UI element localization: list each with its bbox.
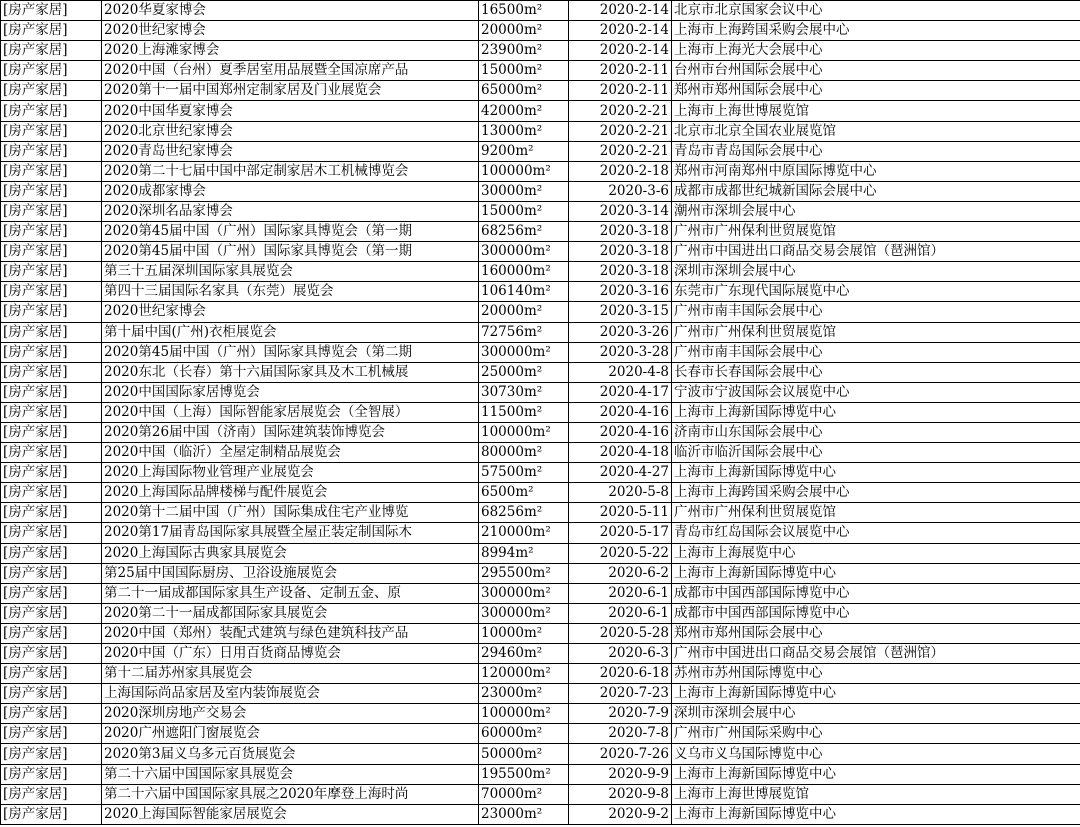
date-cell: 2020-2-14 (569, 41, 672, 61)
table-row (1, 603, 1080, 623)
table-row (1, 382, 1080, 402)
category-cell: [房产家居] (1, 242, 102, 262)
exhibition-name-cell: 2020深圳房地产交易会 (102, 704, 479, 724)
table-row (1, 443, 1080, 463)
exhibition-name-cell: 2020成都家博会 (102, 181, 479, 201)
category-cell: [房产家居] (1, 222, 102, 242)
date-cell: 2020-2-18 (569, 161, 672, 181)
exhibition-table-body (1, 1, 1080, 825)
table-row (1, 101, 1080, 121)
area-cell: 300000m² (479, 242, 569, 262)
exhibition-name-cell: 2020第3届义乌多元百货展览会 (102, 744, 479, 764)
exhibition-name-cell: 第三十五届深圳国际家具展览会 (102, 262, 479, 282)
table-row (1, 362, 1080, 382)
category-cell: [房产家居] (1, 684, 102, 704)
category-cell: [房产家居] (1, 161, 102, 181)
table-row (1, 242, 1080, 262)
date-cell: 2020-7-8 (569, 724, 672, 744)
table-row (1, 61, 1080, 81)
date-cell: 2020-9-9 (569, 764, 672, 784)
table-row (1, 503, 1080, 523)
exhibition-name-cell: 2020第26届中国（济南）国际建筑装饰博览会 (102, 422, 479, 442)
category-cell: [房产家居] (1, 523, 102, 543)
date-cell: 2020-2-11 (569, 81, 672, 101)
area-cell: 300000m² (479, 603, 569, 623)
date-cell: 2020-6-1 (569, 603, 672, 623)
date-cell: 2020-5-8 (569, 483, 672, 503)
exhibition-name-cell: 2020世纪家博会 (102, 302, 479, 322)
date-cell: 2020-3-18 (569, 262, 672, 282)
area-cell: 23000m² (479, 684, 569, 704)
venue-cell: 潮州市深圳会展中心 (672, 201, 1080, 221)
table-row (1, 583, 1080, 603)
table-row (1, 704, 1080, 724)
category-cell: [房产家居] (1, 362, 102, 382)
table-row (1, 141, 1080, 161)
venue-cell: 上海市上海世博展览馆 (672, 784, 1080, 804)
venue-cell: 广州市南丰国际会展中心 (672, 302, 1080, 322)
table-row (1, 724, 1080, 744)
category-cell: [房产家居] (1, 543, 102, 563)
area-cell: 70000m² (479, 784, 569, 804)
area-cell: 10000m² (479, 623, 569, 643)
area-cell: 160000m² (479, 262, 569, 282)
date-cell: 2020-2-21 (569, 101, 672, 121)
exhibition-name-cell: 2020中国（广东）日用百货商品博览会 (102, 644, 479, 664)
date-cell: 2020-6-3 (569, 644, 672, 664)
table-row (1, 744, 1080, 764)
table-row (1, 21, 1080, 41)
venue-cell: 成都市成都世纪城新国际会展中心 (672, 181, 1080, 201)
area-cell: 20000m² (479, 302, 569, 322)
area-cell: 15000m² (479, 201, 569, 221)
area-cell: 50000m² (479, 744, 569, 764)
venue-cell: 长春市长春国际会展中心 (672, 362, 1080, 382)
area-cell: 30730m² (479, 382, 569, 402)
venue-cell: 郑州市河南郑州中原国际博览中心 (672, 161, 1080, 181)
category-cell: [房产家居] (1, 704, 102, 724)
venue-cell: 北京市北京全国农业展览馆 (672, 121, 1080, 141)
category-cell: [房产家居] (1, 443, 102, 463)
date-cell: 2020-5-28 (569, 623, 672, 643)
area-cell: 6500m² (479, 483, 569, 503)
area-cell: 100000m² (479, 704, 569, 724)
category-cell: [房产家居] (1, 322, 102, 342)
category-cell: [房产家居] (1, 422, 102, 442)
venue-cell: 广州市广州保利世贸展览馆 (672, 222, 1080, 242)
category-cell: [房产家居] (1, 483, 102, 503)
date-cell: 2020-3-16 (569, 282, 672, 302)
category-cell: [房产家居] (1, 563, 102, 583)
area-cell: 210000m² (479, 523, 569, 543)
date-cell: 2020-3-28 (569, 342, 672, 362)
table-row (1, 422, 1080, 442)
table-row (1, 764, 1080, 784)
venue-cell: 广州市南丰国际会展中心 (672, 342, 1080, 362)
area-cell: 8994m² (479, 543, 569, 563)
date-cell: 2020-4-8 (569, 362, 672, 382)
category-cell: [房产家居] (1, 784, 102, 804)
category-cell: [房产家居] (1, 41, 102, 61)
date-cell: 2020-4-16 (569, 422, 672, 442)
venue-cell: 苏州市苏州国际博览中心 (672, 664, 1080, 684)
date-cell: 2020-7-9 (569, 704, 672, 724)
venue-cell: 上海市上海光大会展中心 (672, 41, 1080, 61)
table-row (1, 684, 1080, 704)
venue-cell: 东莞市广东现代国际展览中心 (672, 282, 1080, 302)
category-cell: [房产家居] (1, 342, 102, 362)
date-cell: 2020-4-27 (569, 463, 672, 483)
area-cell: 195500m² (479, 764, 569, 784)
area-cell: 100000m² (479, 422, 569, 442)
date-cell: 2020-6-1 (569, 583, 672, 603)
exhibition-name-cell: 2020第十二届中国（广州）国际集成住宅产业博览 (102, 503, 479, 523)
exhibition-name-cell: 2020第45届中国（广州）国际家具博览会（第二期 (102, 342, 479, 362)
exhibition-name-cell: 2020上海国际智能家居展览会 (102, 804, 479, 824)
exhibition-name-cell: 2020中国国际家居博览会 (102, 382, 479, 402)
area-cell: 16500m² (479, 1, 569, 21)
exhibition-name-cell: 2020第45届中国（广州）国际家具博览会（第一期 (102, 222, 479, 242)
venue-cell: 广州市中国进出口商品交易会展馆（琶洲馆） (672, 242, 1080, 262)
category-cell: [房产家居] (1, 81, 102, 101)
exhibition-name-cell: 2020东北（长春）第十六届国际家具及木工机械展 (102, 362, 479, 382)
area-cell: 25000m² (479, 362, 569, 382)
venue-cell: 广州市中国进出口商品交易会展馆（琶洲馆） (672, 644, 1080, 664)
exhibition-name-cell: 上海国际尚品家居及室内装饰展览会 (102, 684, 479, 704)
area-cell: 106140m² (479, 282, 569, 302)
exhibition-name-cell: 2020中国华夏家博会 (102, 101, 479, 121)
category-cell: [房产家居] (1, 121, 102, 141)
area-cell: 13000m² (479, 121, 569, 141)
date-cell: 2020-2-14 (569, 1, 672, 21)
category-cell: [房产家居] (1, 1, 102, 21)
table-row (1, 664, 1080, 684)
area-cell: 295500m² (479, 563, 569, 583)
venue-cell: 广州市广州保利世贸展览馆 (672, 503, 1080, 523)
table-row (1, 262, 1080, 282)
table-row (1, 543, 1080, 563)
table-row (1, 784, 1080, 804)
area-cell: 68256m² (479, 503, 569, 523)
venue-cell: 上海市上海新国际博览中心 (672, 804, 1080, 824)
exhibition-name-cell: 2020第45届中国（广州）国际家具博览会（第一期 (102, 242, 479, 262)
venue-cell: 临沂市临沂国际会展中心 (672, 443, 1080, 463)
table-row (1, 804, 1080, 824)
date-cell: 2020-7-23 (569, 684, 672, 704)
exhibition-name-cell: 2020深圳名品家博会 (102, 201, 479, 221)
area-cell: 42000m² (479, 101, 569, 121)
exhibition-name-cell: 第二十六届中国国际家具展之2020年摩登上海时尚 (102, 784, 479, 804)
exhibition-name-cell: 2020上海国际品牌楼梯与配件展览会 (102, 483, 479, 503)
exhibition-name-cell: 第二十六届中国国际家具展览会 (102, 764, 479, 784)
date-cell: 2020-4-17 (569, 382, 672, 402)
category-cell: [房产家居] (1, 282, 102, 302)
table-row (1, 41, 1080, 61)
category-cell: [房产家居] (1, 583, 102, 603)
table-row (1, 161, 1080, 181)
category-cell: [房产家居] (1, 181, 102, 201)
exhibition-name-cell: 2020世纪家博会 (102, 21, 479, 41)
exhibition-name-cell: 2020上海滩家博会 (102, 41, 479, 61)
date-cell: 2020-6-18 (569, 664, 672, 684)
exhibition-name-cell: 第二十一届成都国际家具生产设备、定制五金、原 (102, 583, 479, 603)
category-cell: [房产家居] (1, 503, 102, 523)
venue-cell: 宁波市宁波国际会议展览中心 (672, 382, 1080, 402)
exhibition-name-cell: 2020中国（上海）国际智能家居展览会（全智展） (102, 402, 479, 422)
exhibition-name-cell: 2020青岛世纪家博会 (102, 141, 479, 161)
venue-cell: 广州市广州国际采购中心 (672, 724, 1080, 744)
exhibition-name-cell: 第十届中国(广州)衣柜展览会 (102, 322, 479, 342)
table-row (1, 282, 1080, 302)
venue-cell: 郑州市郑州国际会展中心 (672, 623, 1080, 643)
exhibition-name-cell: 2020北京世纪家博会 (102, 121, 479, 141)
table-row (1, 322, 1080, 342)
venue-cell: 广州市广州保利世贸展览馆 (672, 322, 1080, 342)
date-cell: 2020-7-26 (569, 744, 672, 764)
venue-cell: 上海市上海展览中心 (672, 543, 1080, 563)
exhibition-name-cell: 2020华夏家博会 (102, 1, 479, 21)
category-cell: [房产家居] (1, 664, 102, 684)
date-cell: 2020-2-21 (569, 121, 672, 141)
category-cell: [房产家居] (1, 61, 102, 81)
category-cell: [房产家居] (1, 382, 102, 402)
exhibition-name-cell: 2020中国（郑州）装配式建筑与绿色建筑科技产品 (102, 623, 479, 643)
table-row (1, 302, 1080, 322)
venue-cell: 济南市山东国际会展中心 (672, 422, 1080, 442)
date-cell: 2020-3-18 (569, 242, 672, 262)
area-cell: 60000m² (479, 724, 569, 744)
exhibition-name-cell: 第十二届苏州家具展览会 (102, 664, 479, 684)
category-cell: [房产家居] (1, 141, 102, 161)
venue-cell: 成都市中国西部国际博览中心 (672, 603, 1080, 623)
venue-cell: 北京市北京国家会议中心 (672, 1, 1080, 21)
table-row (1, 201, 1080, 221)
venue-cell: 青岛市青岛国际会展中心 (672, 141, 1080, 161)
area-cell: 30000m² (479, 181, 569, 201)
exhibition-name-cell: 2020广州遮阳门窗展览会 (102, 724, 479, 744)
area-cell: 29460m² (479, 644, 569, 664)
category-cell: [房产家居] (1, 804, 102, 824)
category-cell: [房产家居] (1, 623, 102, 643)
exhibition-name-cell: 2020第十一届中国郑州定制家居及门业展览会 (102, 81, 479, 101)
venue-cell: 成都市中国西部国际博览中心 (672, 583, 1080, 603)
exhibition-name-cell: 2020第二十七届中国中部定制家居木工机械博览会 (102, 161, 479, 181)
venue-cell: 上海市上海跨国采购会展中心 (672, 21, 1080, 41)
area-cell: 120000m² (479, 664, 569, 684)
venue-cell: 郑州市郑州国际会展中心 (672, 81, 1080, 101)
area-cell: 65000m² (479, 81, 569, 101)
exhibition-name-cell: 第25届中国国际厨房、卫浴设施展览会 (102, 563, 479, 583)
date-cell: 2020-3-18 (569, 222, 672, 242)
table-row (1, 563, 1080, 583)
category-cell: [房产家居] (1, 302, 102, 322)
category-cell: [房产家居] (1, 21, 102, 41)
area-cell: 300000m² (479, 583, 569, 603)
area-cell: 11500m² (479, 402, 569, 422)
venue-cell: 台州市台州国际会展中心 (672, 61, 1080, 81)
area-cell: 72756m² (479, 322, 569, 342)
exhibition-name-cell: 2020中国（台州）夏季居室用品展暨全国凉席产品 (102, 61, 479, 81)
category-cell: [房产家居] (1, 402, 102, 422)
exhibition-name-cell: 第四十三届国际名家具（东莞）展览会 (102, 282, 479, 302)
category-cell: [房产家居] (1, 101, 102, 121)
date-cell: 2020-3-6 (569, 181, 672, 201)
date-cell: 2020-3-15 (569, 302, 672, 322)
date-cell: 2020-9-8 (569, 784, 672, 804)
venue-cell: 青岛市红岛国际会议展览中心 (672, 523, 1080, 543)
area-cell: 9200m² (479, 141, 569, 161)
venue-cell: 深圳市深圳会展中心 (672, 704, 1080, 724)
table-row (1, 463, 1080, 483)
exhibition-name-cell: 2020上海国际古典家具展览会 (102, 543, 479, 563)
area-cell: 300000m² (479, 342, 569, 362)
venue-cell: 上海市上海世博展览馆 (672, 101, 1080, 121)
table-row (1, 342, 1080, 362)
category-cell: [房产家居] (1, 603, 102, 623)
venue-cell: 义乌市义乌国际博览中心 (672, 744, 1080, 764)
date-cell: 2020-6-2 (569, 563, 672, 583)
date-cell: 2020-4-16 (569, 402, 672, 422)
date-cell: 2020-3-26 (569, 322, 672, 342)
date-cell: 2020-5-17 (569, 523, 672, 543)
date-cell: 2020-5-11 (569, 503, 672, 523)
area-cell: 100000m² (479, 161, 569, 181)
category-cell: [房产家居] (1, 744, 102, 764)
category-cell: [房产家居] (1, 463, 102, 483)
exhibition-name-cell: 2020上海国际物业管理产业展览会 (102, 463, 479, 483)
venue-cell: 上海市上海新国际博览中心 (672, 684, 1080, 704)
table-row (1, 121, 1080, 141)
area-cell: 20000m² (479, 21, 569, 41)
table-row (1, 402, 1080, 422)
table-row (1, 523, 1080, 543)
date-cell: 2020-5-22 (569, 543, 672, 563)
area-cell: 80000m² (479, 443, 569, 463)
date-cell: 2020-2-11 (569, 61, 672, 81)
category-cell: [房产家居] (1, 262, 102, 282)
area-cell: 68256m² (479, 222, 569, 242)
table-row (1, 222, 1080, 242)
venue-cell: 深圳市深圳会展中心 (672, 262, 1080, 282)
table-row (1, 644, 1080, 664)
exhibition-name-cell: 2020第17届青岛国际家具展暨全屋正装定制国际木 (102, 523, 479, 543)
table-row (1, 483, 1080, 503)
date-cell: 2020-3-14 (569, 201, 672, 221)
venue-cell: 上海市上海新国际博览中心 (672, 402, 1080, 422)
venue-cell: 上海市上海新国际博览中心 (672, 563, 1080, 583)
table-row (1, 181, 1080, 201)
date-cell: 2020-2-14 (569, 21, 672, 41)
category-cell: [房产家居] (1, 644, 102, 664)
area-cell: 23000m² (479, 804, 569, 824)
venue-cell: 上海市上海跨国采购会展中心 (672, 483, 1080, 503)
venue-cell: 上海市上海新国际博览中心 (672, 764, 1080, 784)
exhibition-name-cell: 2020中国（临沂）全屋定制精品展览会 (102, 443, 479, 463)
table-row (1, 81, 1080, 101)
date-cell: 2020-9-2 (569, 804, 672, 824)
category-cell: [房产家居] (1, 201, 102, 221)
area-cell: 23900m² (479, 41, 569, 61)
venue-cell: 上海市上海新国际博览中心 (672, 463, 1080, 483)
table-row (1, 1, 1080, 21)
table-row (1, 623, 1080, 643)
area-cell: 15000m² (479, 61, 569, 81)
category-cell: [房产家居] (1, 764, 102, 784)
date-cell: 2020-4-18 (569, 443, 672, 463)
area-cell: 57500m² (479, 463, 569, 483)
category-cell: [房产家居] (1, 724, 102, 744)
date-cell: 2020-2-21 (569, 141, 672, 161)
exhibition-name-cell: 2020第二十一届成都国际家具展览会 (102, 603, 479, 623)
